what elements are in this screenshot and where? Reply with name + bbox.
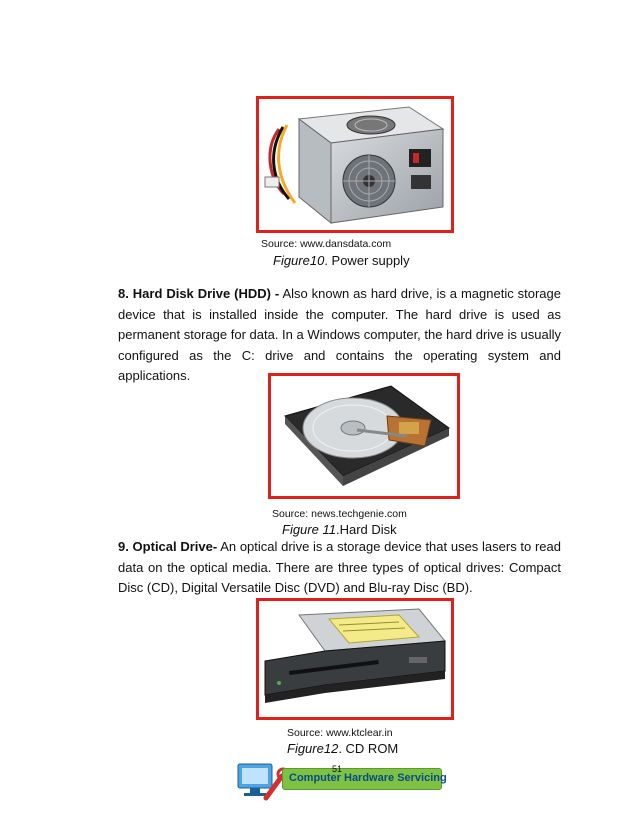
figure-10-frame: [256, 96, 454, 233]
section-hdd-heading: 8. Hard Disk Drive (HDD) -: [118, 286, 280, 301]
figure-10-caption: [273, 253, 410, 268]
figure-12-source: Source: www.ktclear.in: [287, 727, 393, 739]
figure-12-title: . CD ROM: [338, 741, 399, 756]
section-hdd-paragraph: [118, 284, 561, 387]
section-optical-paragraph: [118, 537, 561, 599]
hard-disk-image: [271, 376, 457, 496]
footer-banner: [282, 768, 447, 790]
figure-10-label: Figure10: [273, 253, 325, 268]
figure-11-caption: [282, 522, 397, 537]
figure-12-caption: [287, 741, 398, 756]
section-hdd-body: Also known as hard drive, is a magnetic storage device that is installed inside the computer. The hard drive is used as permanent storage for data. In a Windows computer, the hard drive is usually configured as the C: drive and contains the operating system and applications.: [118, 286, 561, 383]
figure-12-label: Figure12: [287, 741, 339, 756]
footer-banner-text: Computer Hardware Servicing: [289, 772, 447, 784]
cd-rom-image: [259, 601, 451, 717]
figure-11-source: Source: news.techgenie.com: [272, 508, 407, 520]
figure-10-source: Source: www.dansdata.com: [261, 238, 392, 250]
figure-11-title: .Hard Disk: [335, 522, 397, 537]
figure-11-label: Figure 11: [282, 522, 336, 537]
figure-10-title: . Power supply: [324, 253, 410, 268]
figure-12-frame: [256, 598, 454, 720]
page-number: 51: [332, 764, 343, 774]
section-optical-body: An optical drive is a storage device that uses lasers to read data on the optical media. There are three types of optical drives: Compact Disc (CD), Digital Versatile Disc (DVD) and Blu-ray Disc (BD).: [118, 539, 561, 595]
section-optical-heading: 9. Optical Drive-: [118, 539, 218, 554]
figure-11-frame: [268, 373, 460, 499]
power-supply-image: [259, 99, 451, 230]
